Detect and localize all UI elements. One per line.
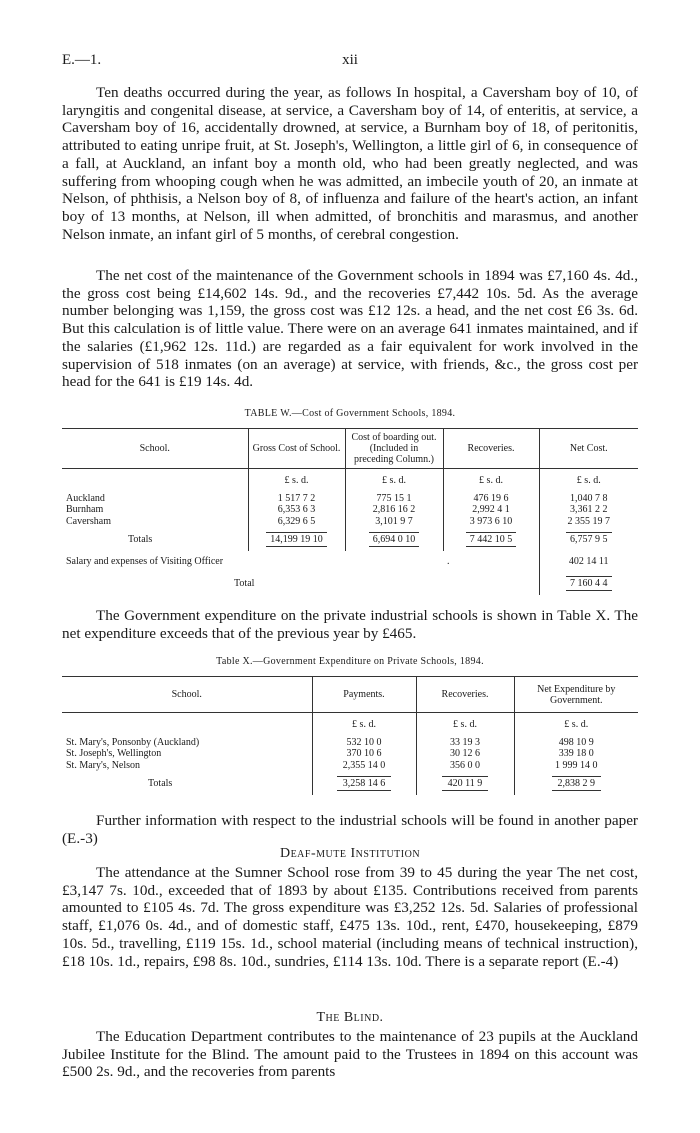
table-x-header-net: Net Expenditure by Government.	[514, 677, 638, 713]
page-number: xii	[342, 52, 358, 68]
table-cell-salary-label: Salary and expenses of Visiting Officer	[66, 556, 224, 567]
table-cell-net: 1 999 14 0	[514, 759, 638, 773]
table-cell-boarding: 3,101 9 7	[345, 515, 443, 529]
paragraph-deaf-mute: The attendance at the Sumner School rose from 39 to 45 during the year The net cost, £3,147 7s. 10d., exceeded that of 1893 by about £135. Contributions received from parents amounted to £105 4s. 7d. The gross expenditure was £3,252 12s. 5d. Salaries of professional staff, £1,076 0s. 4d., and of domestic staff, £475 13s. 10d., rent, £470, housekeeping, £879 10s. 5d., travelling, £119 15s. 1d., school material (including means of technical instruction), £18 10s. 1d., repairs, £98 8s. 10d., sundries, £114 13s. 10d. There is a separate report (E.-4)	[62, 864, 638, 970]
table-cell-school: Auckland	[66, 492, 105, 504]
table-cell-gross: 1 517 7 2	[248, 493, 345, 504]
table-w-units: £ s. d.	[345, 469, 443, 493]
table-w-header-school: School.	[62, 429, 248, 469]
table-w-title-text: TABLE W.—Cost of Government Schools, 1894.	[244, 408, 456, 419]
page-header	[62, 52, 638, 74]
table-w-header-net: Net Cost.	[539, 429, 638, 469]
table-cell-net: 6,757 9 5	[566, 532, 612, 546]
table-cell-recoveries: 2,992 4 1	[443, 504, 539, 515]
table-w-units: £ s. d.	[539, 469, 638, 493]
table-totals-row	[62, 773, 638, 795]
table-w-units: £ s. d.	[443, 469, 539, 493]
table-cell-school: Burnham	[66, 503, 104, 515]
table-w	[62, 428, 638, 595]
table-cell-net: 339 18 0	[514, 748, 638, 759]
table-cell-totals-label: Totals	[128, 534, 153, 545]
table-cell-gross: 14,199 19 10	[266, 532, 327, 547]
table-cell-payments: 532 10 0	[312, 737, 416, 748]
table-cell-payments: 2,355 14 0	[312, 759, 416, 773]
report-code: E.—1.	[62, 52, 102, 68]
table-x-title	[62, 656, 638, 667]
table-cell-recoveries: 3 973 6 10	[443, 515, 539, 529]
paragraph-further-info: Further information with respect to the industrial schools will be found in another paper (E.-3)	[62, 812, 638, 847]
table-cell-school: St. Joseph's, Wellington	[66, 747, 162, 759]
table-totals-row	[62, 529, 638, 551]
table-w-header-recoveries: Recoveries.	[443, 429, 539, 469]
table-w-header-boarding: Cost of boarding out. (Included in preceding Column.)	[345, 429, 443, 469]
table-row	[62, 504, 638, 515]
table-row	[62, 737, 638, 748]
table-row	[62, 515, 638, 529]
table-cell-totals-label: Totals	[148, 778, 173, 789]
paragraph-blind: The Education Department contributes to the maintenance of 23 pupils at the Auckland Jubilee Institute for the Blind. The amount paid to the Trustees in 1894 on this account was £500 2s. 9d., and the recoveries from parents	[62, 1028, 638, 1081]
table-cell-payments: 3,258 14 6	[337, 776, 392, 791]
table-cell-dot: .	[447, 556, 450, 567]
table-x-units: £ s. d.	[514, 713, 638, 737]
heading-deaf-mute: Deaf-mute Institution	[279, 846, 421, 861]
table-cell-boarding: 775 15 1	[345, 493, 443, 504]
paragraph-deaths: Ten deaths occurred during the year, as follows In hospital, a Caversham boy of 10, of laryngitis and congenital disease, at service, a Caversham boy of 14, of enteritis, at service, a Caversham boy of 16, accidentally drowned, at service, a Burnham boy of 18, of peritonitis, attributed to eating unripe fruit, at St. Joseph's, Wellington, a little girl of 6, in consequence of a fall, at Auckland, an infant boy a month old, who had been greatly neglected, and was suffering from whooping cough when he was admitted, an imbecile youth of 20, an inmate at Nelson, of phthisis, a Nelson boy of 8, of influenza and failure of the heart's action, an infant boy of 13 months, at Nelson, ill when admitted, of bronchitis and marasmus, and another Nelson inmate, an infant girl of 5 months, of cerebral congestion.	[62, 84, 638, 243]
table-cell-net: 7 160 4 4	[566, 576, 612, 591]
table-cell-total-label: Total	[234, 578, 255, 589]
table-w-header-gross: Gross Cost of School.	[248, 429, 345, 469]
table-row	[62, 759, 638, 773]
table-cell-payments: 370 10 6	[312, 748, 416, 759]
table-cell-recoveries: 356 0 0	[416, 759, 514, 773]
paragraph-private-schools: The Government expenditure on the private industrial schools is shown in Table X. The net expenditure exceeds that of the previous year by £465.	[62, 607, 638, 642]
table-cell-gross: 6,329 6 5	[248, 515, 345, 529]
table-cell-gross: 6,353 6 3	[248, 504, 345, 515]
table-row	[62, 748, 638, 759]
table-cell-recoveries: 30 12 6	[416, 748, 514, 759]
table-salary-row	[62, 551, 638, 573]
table-cell-recoveries: 7 442 10 5	[466, 532, 517, 547]
table-w-title	[62, 408, 638, 419]
paragraph-net-cost: The net cost of the maintenance of the Government schools in 1894 was £7,160 4s. 4d., the gross cost being £14,602 14s. 9d., and the recoveries £7,442 10s. 5d. As the average number belonging was 1,159, the gross cost was £12 12s. a head, and the net cost £6 3s. 6d. But this calculation is of little value. There were on an average 641 inmates maintained, and if the salaries (£1,962 12s. 11d.) are regarded as a fair equivalent for work involved in the supervision of 518 inmates (on an average) at service, with friends, &c., the gross cost per head for the 641 is £19 14s. 4d.	[62, 267, 638, 391]
table-x-units: £ s. d.	[312, 713, 416, 737]
table-x-title-text: Table X.—Government Expenditure on Private Schools, 1894.	[216, 656, 484, 667]
table-x	[62, 676, 638, 795]
table-w-units: £ s. d.	[248, 469, 345, 493]
table-cell-school: St. Mary's, Ponsonby (Auckland)	[66, 736, 200, 748]
table-cell-recoveries: 420 11 9	[442, 776, 489, 791]
table-cell-net: 1,040 7 8	[539, 493, 638, 504]
table-cell-net: 2 355 19 7	[539, 515, 638, 529]
table-cell-net: 2,838 2 9	[552, 776, 602, 791]
table-x-header-recoveries: Recoveries.	[416, 677, 514, 713]
table-x-header-school: School.	[62, 677, 312, 713]
table-cell-net: 498 10 9	[514, 737, 638, 748]
table-cell-school: Caversham	[66, 516, 111, 527]
table-cell-school: St. Mary's, Nelson	[66, 760, 141, 771]
table-row	[62, 493, 638, 504]
table-x-units: £ s. d.	[416, 713, 514, 737]
table-cell-boarding: 6,694 0 10	[369, 532, 420, 547]
table-cell-net: 3,361 2 2	[539, 504, 638, 515]
table-total-row	[62, 573, 638, 595]
table-cell-boarding: 2,816 16 2	[345, 504, 443, 515]
heading-blind: The Blind.	[316, 1010, 384, 1025]
table-cell-net: 402 14 11	[539, 551, 638, 573]
table-x-header-payments: Payments.	[312, 677, 416, 713]
table-cell-recoveries: 33 19 3	[416, 737, 514, 748]
table-cell-recoveries: 476 19 6	[443, 493, 539, 504]
